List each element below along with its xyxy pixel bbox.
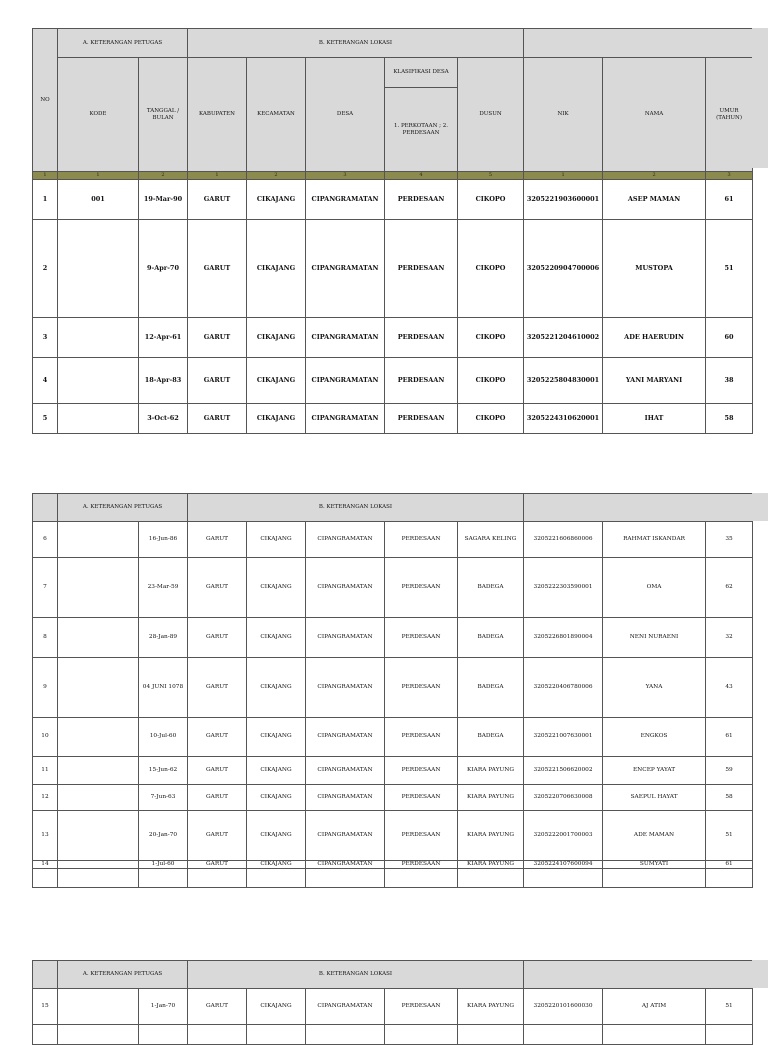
cell-kode (58, 785, 139, 811)
cell-tanggal: 7-Jun-63 (139, 785, 188, 811)
table-row (33, 180, 753, 220)
table-row (33, 658, 753, 718)
cell-nik: 3205221606860006 (524, 522, 603, 558)
col-desa-header: DESA (306, 58, 385, 172)
cell-nik: 3205226801890004 (524, 618, 603, 658)
cell-tanggal: 15-Jun-62 (139, 757, 188, 785)
table-row (33, 811, 753, 861)
group-c-header (524, 29, 753, 58)
cell-nik: 3205224107600094 (524, 861, 603, 869)
section-2 (32, 493, 753, 888)
cell-tanggal: 23-Mar-59 (139, 558, 188, 618)
cell-umur: 61 (706, 180, 753, 220)
cell-umur: 35 (706, 522, 753, 558)
cell-tanggal: 20-Jan-70 (139, 811, 188, 861)
cell-dusun: CIKOPO (458, 404, 524, 434)
cell-nik: 3205221506620002 (524, 757, 603, 785)
cell-dusun: BADEGA (458, 658, 524, 718)
column-number: 4 (385, 172, 458, 180)
cell-tanggal: 28-Jan-89 (139, 618, 188, 658)
cell-kode (58, 618, 139, 658)
cell-dusun: SAGARA KELING (458, 522, 524, 558)
col-no-header (33, 494, 58, 522)
cell-kode (58, 861, 139, 869)
cell-dusun: KIARA PAYUNG (458, 785, 524, 811)
cell-kode (58, 558, 139, 618)
cell-klasifikasi: PERDESAAN (385, 618, 458, 658)
cell-desa: CIPANGRAMATAN (306, 318, 385, 358)
cell-kabupaten: GARUT (188, 558, 247, 618)
column-number: 3 (306, 172, 385, 180)
cell-desa: CIPANGRAMATAN (306, 220, 385, 318)
cell-klasifikasi: PERDESAAN (385, 558, 458, 618)
cell-nik: 3205220406780006 (524, 658, 603, 718)
table-row (33, 358, 753, 404)
cell-klasifikasi: PERDESAAN (385, 757, 458, 785)
cell-desa: CIPANGRAMATAN (306, 180, 385, 220)
cell-kecamatan: CIKAJANG (247, 785, 306, 811)
cell-desa: CIPANGRAMATAN (306, 989, 385, 1025)
cell-no: 11 (33, 757, 58, 785)
cell-kabupaten: GARUT (188, 658, 247, 718)
cell-desa: CIPANGRAMATAN (306, 757, 385, 785)
cell-klasifikasi: PERDESAAN (385, 785, 458, 811)
cell-klasifikasi: PERDESAAN (385, 718, 458, 757)
cell-desa: CIPANGRAMATAN (306, 785, 385, 811)
cell-kabupaten: GARUT (188, 785, 247, 811)
cell-umur: 61 (706, 718, 753, 757)
cell-kecamatan: CIKAJANG (247, 757, 306, 785)
cell-dusun: BADEGA (458, 618, 524, 658)
column-number: 2 (247, 172, 306, 180)
group-a-header: A. KETERANGAN PETUGAS (58, 29, 188, 58)
column-number: 5 (458, 172, 524, 180)
cell-nik: 3205220904700006 (524, 220, 603, 318)
cell-dusun: CIKOPO (458, 358, 524, 404)
cell-klasifikasi: PERDESAAN (385, 318, 458, 358)
cell-kabupaten: GARUT (188, 718, 247, 757)
cell-kabupaten: GARUT (188, 618, 247, 658)
column-number: 1 (58, 172, 139, 180)
column-number: 2 (603, 172, 706, 180)
cell-klasifikasi: PERDESAAN (385, 180, 458, 220)
group-b-header: B. KETERANGAN LOKASI (188, 494, 524, 522)
cell-tanggal: 18-Apr-83 (139, 358, 188, 404)
cell-kode: 001 (58, 180, 139, 220)
cell-kode (58, 220, 139, 318)
col-nik-header: NIK (524, 58, 603, 172)
cell-kecamatan: CIKAJANG (247, 404, 306, 434)
cell-desa: CIPANGRAMATAN (306, 658, 385, 718)
cell-dusun: CIKOPO (458, 180, 524, 220)
cell-kecamatan: CIKAJANG (247, 358, 306, 404)
cell-kode (58, 404, 139, 434)
cell-umur: 38 (706, 358, 753, 404)
cell-kecamatan: CIKAJANG (247, 718, 306, 757)
table-row (33, 757, 753, 785)
cell-dusun: KIARA PAYUNG (458, 861, 524, 869)
cell-klasifikasi: PERDESAAN (385, 861, 458, 869)
column-number: 1 (188, 172, 247, 180)
cell-nama: ENGKOS (603, 718, 706, 757)
cell-kabupaten: GARUT (188, 358, 247, 404)
cell-nama: YANA (603, 658, 706, 718)
cell-umur: 58 (706, 404, 753, 434)
table-row (33, 220, 753, 318)
col-umur-header: UMUR (TAHUN) (706, 58, 753, 172)
cell-klasifikasi: PERDESAAN (385, 358, 458, 404)
table-row (33, 618, 753, 658)
cell-kode (58, 989, 139, 1025)
column-number: 1 (524, 172, 603, 180)
data-table-1 (32, 28, 753, 434)
col-tanggal-header: TANGGAL / BULAN (139, 58, 188, 172)
table-row (33, 404, 753, 434)
cell-desa: CIPANGRAMATAN (306, 358, 385, 404)
cell-nik: 3205220706630008 (524, 785, 603, 811)
cell-nama: ADE MAMAN (603, 811, 706, 861)
col-kode-header: KODE (58, 58, 139, 172)
table-row (33, 718, 753, 757)
cell-nik: 3205225804830001 (524, 358, 603, 404)
cell-klasifikasi: PERDESAAN (385, 220, 458, 318)
group-c-header (524, 494, 753, 522)
section-1 (32, 28, 753, 434)
right-edge-shading (752, 28, 768, 168)
cell-kabupaten: GARUT (188, 861, 247, 869)
col-no-header (33, 961, 58, 989)
cell-kode (58, 757, 139, 785)
cell-kabupaten: GARUT (188, 989, 247, 1025)
cell-kabupaten: GARUT (188, 318, 247, 358)
cell-nik: 3205221903600001 (524, 180, 603, 220)
cell-kode (58, 318, 139, 358)
table-row (33, 318, 753, 358)
cell-dusun: BADEGA (458, 558, 524, 618)
header-row-groups (33, 961, 753, 989)
right-edge-shading (752, 493, 768, 521)
cell-tanggal: 19-Mar-90 (139, 180, 188, 220)
table-row (33, 989, 753, 1025)
cell-klasifikasi: PERDESAAN (385, 989, 458, 1025)
cell-no: 9 (33, 658, 58, 718)
cell-nama: AJ ATIM (603, 989, 706, 1025)
data-table-2 (32, 493, 753, 888)
cell-klasifikasi: PERDESAAN (385, 811, 458, 861)
cell-nama: ENCEP YAYAT (603, 757, 706, 785)
cell-desa: CIPANGRAMATAN (306, 718, 385, 757)
cell-nama: YANI MARYANI (603, 358, 706, 404)
cell-kabupaten: GARUT (188, 522, 247, 558)
cell-klasifikasi: PERDESAAN (385, 404, 458, 434)
cell-tanggal: 1-Jan-70 (139, 989, 188, 1025)
col-kecamatan-header: KECAMATAN (247, 58, 306, 172)
right-edge-shading (752, 960, 768, 988)
cell-umur: 61 (706, 861, 753, 869)
cell-no: 5 (33, 404, 58, 434)
cell-tanggal: 12-Apr-61 (139, 318, 188, 358)
cell-umur: 59 (706, 757, 753, 785)
cell-desa: CIPANGRAMATAN (306, 861, 385, 869)
cell-umur: 51 (706, 811, 753, 861)
table-row (33, 558, 753, 618)
header-row-groups (33, 494, 753, 522)
cell-kecamatan: CIKAJANG (247, 522, 306, 558)
header-row-groups (33, 29, 753, 58)
cell-kabupaten: GARUT (188, 757, 247, 785)
cell-no: 3 (33, 318, 58, 358)
cell-nama: SUMYATI (603, 861, 706, 869)
cell-tanggal: 3-Oct-62 (139, 404, 188, 434)
cell-no: 6 (33, 522, 58, 558)
cell-desa: CIPANGRAMATAN (306, 811, 385, 861)
cell-nik: 3205220101600030 (524, 989, 603, 1025)
cell-kecamatan: CIKAJANG (247, 811, 306, 861)
cell-nik: 3205222001700003 (524, 811, 603, 861)
column-number: 1 (33, 172, 58, 180)
cell-no: 4 (33, 358, 58, 404)
cell-no: 1 (33, 180, 58, 220)
cell-kode (58, 718, 139, 757)
cell-kabupaten: GARUT (188, 180, 247, 220)
group-c-header (524, 961, 753, 989)
cell-desa: CIPANGRAMATAN (306, 522, 385, 558)
cell-desa: CIPANGRAMATAN (306, 558, 385, 618)
cell-kabupaten: GARUT (188, 220, 247, 318)
cell-tanggal: 04 JUNI 1078 (139, 658, 188, 718)
cell-kecamatan: CIKAJANG (247, 989, 306, 1025)
cell-nama: RAHMAT ISKANDAR (603, 522, 706, 558)
cell-nik: 3205222303590001 (524, 558, 603, 618)
cell-nama: MUSTOPA (603, 220, 706, 318)
section-3 (32, 960, 753, 1045)
cell-dusun: KIARA PAYUNG (458, 989, 524, 1025)
cell-nik: 3205224310620001 (524, 404, 603, 434)
cell-no: 2 (33, 220, 58, 318)
cell-no: 13 (33, 811, 58, 861)
col-dusun-header: DUSUN (458, 58, 524, 172)
cell-nama: ASEP MAMAN (603, 180, 706, 220)
cell-umur: 51 (706, 220, 753, 318)
cell-desa: CIPANGRAMATAN (306, 404, 385, 434)
cell-no: 14 (33, 861, 58, 869)
group-a-header: A. KETERANGAN PETUGAS (58, 961, 188, 989)
cell-nik: 3205221007630001 (524, 718, 603, 757)
cell-umur: 62 (706, 558, 753, 618)
cell-dusun: KIARA PAYUNG (458, 811, 524, 861)
cell-kecamatan: CIKAJANG (247, 861, 306, 869)
cell-dusun: KIARA PAYUNG (458, 757, 524, 785)
cell-no: 12 (33, 785, 58, 811)
cell-tanggal: 10-Jul-60 (139, 718, 188, 757)
cell-nama: NENI NURAENI (603, 618, 706, 658)
cell-no: 8 (33, 618, 58, 658)
cell-dusun: CIKOPO (458, 318, 524, 358)
cell-nama: OMA (603, 558, 706, 618)
col-klasifikasi-header: KLASIFIKASI DESA (385, 58, 458, 88)
cell-nama: SAEPUL HAYAT (603, 785, 706, 811)
header-row-klasifikasi (33, 58, 753, 88)
group-a-header: A. KETERANGAN PETUGAS (58, 494, 188, 522)
empty-row (33, 1025, 753, 1045)
column-number-row (33, 172, 753, 180)
group-b-header: B. KETERANGAN LOKASI (188, 961, 524, 989)
cell-kecamatan: CIKAJANG (247, 318, 306, 358)
empty-row (33, 869, 753, 888)
column-number: 2 (139, 172, 188, 180)
cell-umur: 51 (706, 989, 753, 1025)
cell-kecamatan: CIKAJANG (247, 220, 306, 318)
table-row (33, 861, 753, 869)
cell-kode (58, 811, 139, 861)
col-nama-header: NAMA (603, 58, 706, 172)
cell-umur: 58 (706, 785, 753, 811)
cell-kabupaten: GARUT (188, 811, 247, 861)
cell-tanggal: 16-Jun-86 (139, 522, 188, 558)
cell-kode (58, 522, 139, 558)
cell-no: 10 (33, 718, 58, 757)
col-no-header: NO (33, 29, 58, 172)
cell-no: 15 (33, 989, 58, 1025)
cell-nik: 3205221204610002 (524, 318, 603, 358)
cell-dusun: BADEGA (458, 718, 524, 757)
table-row (33, 522, 753, 558)
cell-klasifikasi: PERDESAAN (385, 658, 458, 718)
cell-nama: IHAT (603, 404, 706, 434)
cell-kabupaten: GARUT (188, 404, 247, 434)
cell-kecamatan: CIKAJANG (247, 558, 306, 618)
table-row (33, 785, 753, 811)
data-table-3 (32, 960, 753, 1045)
column-number: 3 (706, 172, 753, 180)
cell-nama: ADE HAERUDIN (603, 318, 706, 358)
cell-umur: 43 (706, 658, 753, 718)
cell-desa: CIPANGRAMATAN (306, 618, 385, 658)
cell-kecamatan: CIKAJANG (247, 180, 306, 220)
cell-kode (58, 658, 139, 718)
cell-klasifikasi: PERDESAAN (385, 522, 458, 558)
cell-tanggal: 9-Apr-70 (139, 220, 188, 318)
col-klasifikasi-sub-header: 1. PERKOTAAN ; 2. PERDESAAN (385, 88, 458, 172)
col-kabupaten-header: KABUPATEN (188, 58, 247, 172)
cell-umur: 32 (706, 618, 753, 658)
cell-tanggal: 1-Jul-60 (139, 861, 188, 869)
cell-kecamatan: CIKAJANG (247, 658, 306, 718)
group-b-header: B. KETERANGAN LOKASI (188, 29, 524, 58)
cell-dusun: CIKOPO (458, 220, 524, 318)
cell-kode (58, 358, 139, 404)
cell-no: 7 (33, 558, 58, 618)
cell-kecamatan: CIKAJANG (247, 618, 306, 658)
cell-umur: 60 (706, 318, 753, 358)
